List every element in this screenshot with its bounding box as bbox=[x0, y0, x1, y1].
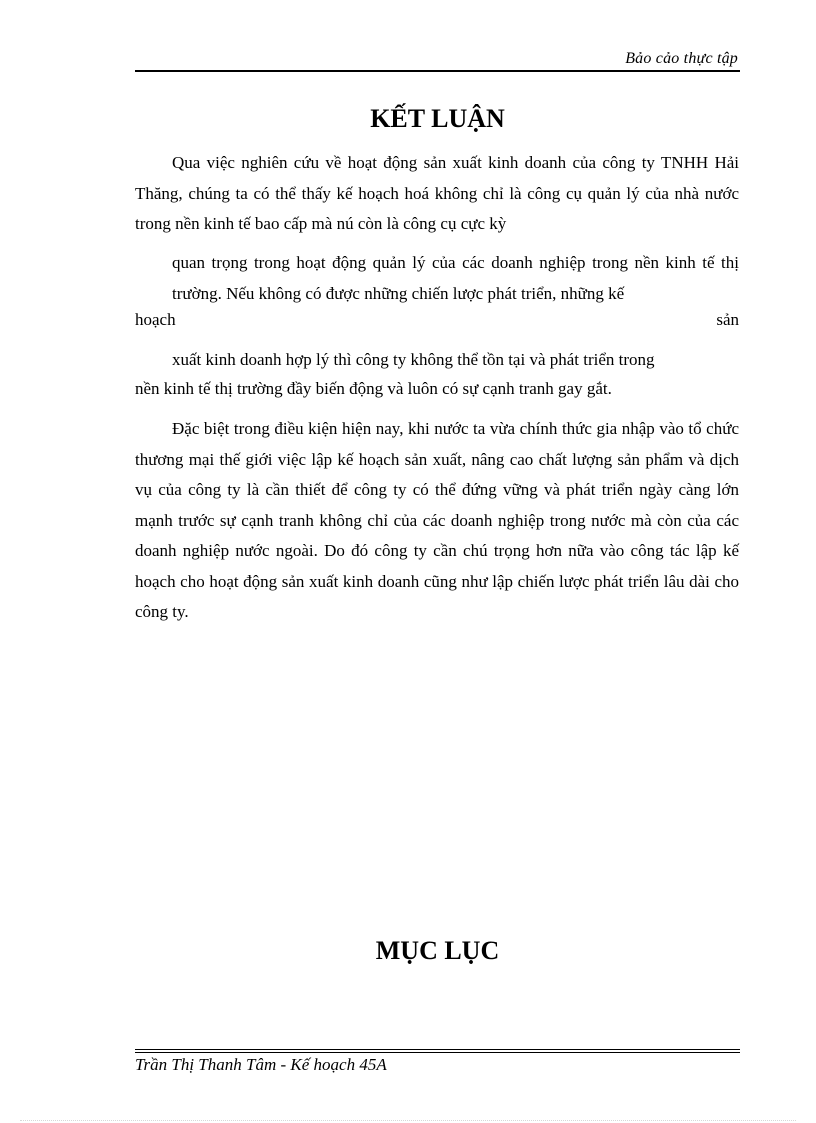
footer-rule-bottom bbox=[135, 1052, 740, 1053]
page-edge-divider bbox=[20, 1120, 796, 1121]
paragraph-2: quan trọng trong hoạt động quản lý của các doanh nghiệp trong nền kinh tế thị trường. Nếu không có được những chiến lược phát triển, những kế bbox=[172, 253, 739, 303]
paragraph-4: xuất kinh doanh hợp lý thì công ty không thể tồn tại và phát triển trong bbox=[172, 350, 655, 369]
paragraph-3-right-word: sản bbox=[716, 310, 739, 329]
page-header-text: Bảo cảo thực tập bbox=[625, 50, 738, 67]
paragraph-5: nền kinh tế thị trường đầy biến động và luôn có sự cạnh tranh gay gắt. bbox=[135, 379, 612, 398]
paragraph-6: Đặc biệt trong điều kiện hiện nay, khi nước ta vừa chính thức gia nhập vào tổ chức thương mại thế giới việc lập kế hoạch sản xuất, nâng cao chất lượng sản phẩm và dịch vụ của công ty là cần thiết để công ty có thể đứng vững và phát triển ngày càng lớn mạnh trước sự cạnh tranh không chỉ của các doanh nghiệp trong nước mà còn của các doanh nghiệp nước ngoài. Do đó công ty cần chú trọng hơn nữa vào công tác lập kế hoạch cho hoạt động sản xuất kinh doanh cũng như lập chiến lược phát triển lâu dài cho công ty. bbox=[135, 419, 739, 621]
footer-rule-top bbox=[135, 1049, 740, 1050]
page-footer-text: Trần Thị Thanh Tâm - Kế hoạch 45A bbox=[135, 1055, 387, 1074]
paragraph-3-left-word: hoạch bbox=[135, 310, 176, 329]
paragraph-1: Qua việc nghiên cứu về hoạt động sản xuất kinh doanh của công ty TNHH Hải Thăng, chúng ta có thể thấy kế hoạch hoá không chỉ là công cụ quản lý của nhà nước trong nền kinh tế bao cấp mà nú còn là công cụ cực kỳ bbox=[135, 153, 739, 233]
section-title-table-of-contents: MỤC LỤC bbox=[375, 936, 500, 965]
section-title-conclusion: KẾT LUẬN bbox=[370, 104, 505, 133]
header-rule bbox=[135, 70, 740, 72]
paragraph-3-line bbox=[135, 305, 739, 336]
